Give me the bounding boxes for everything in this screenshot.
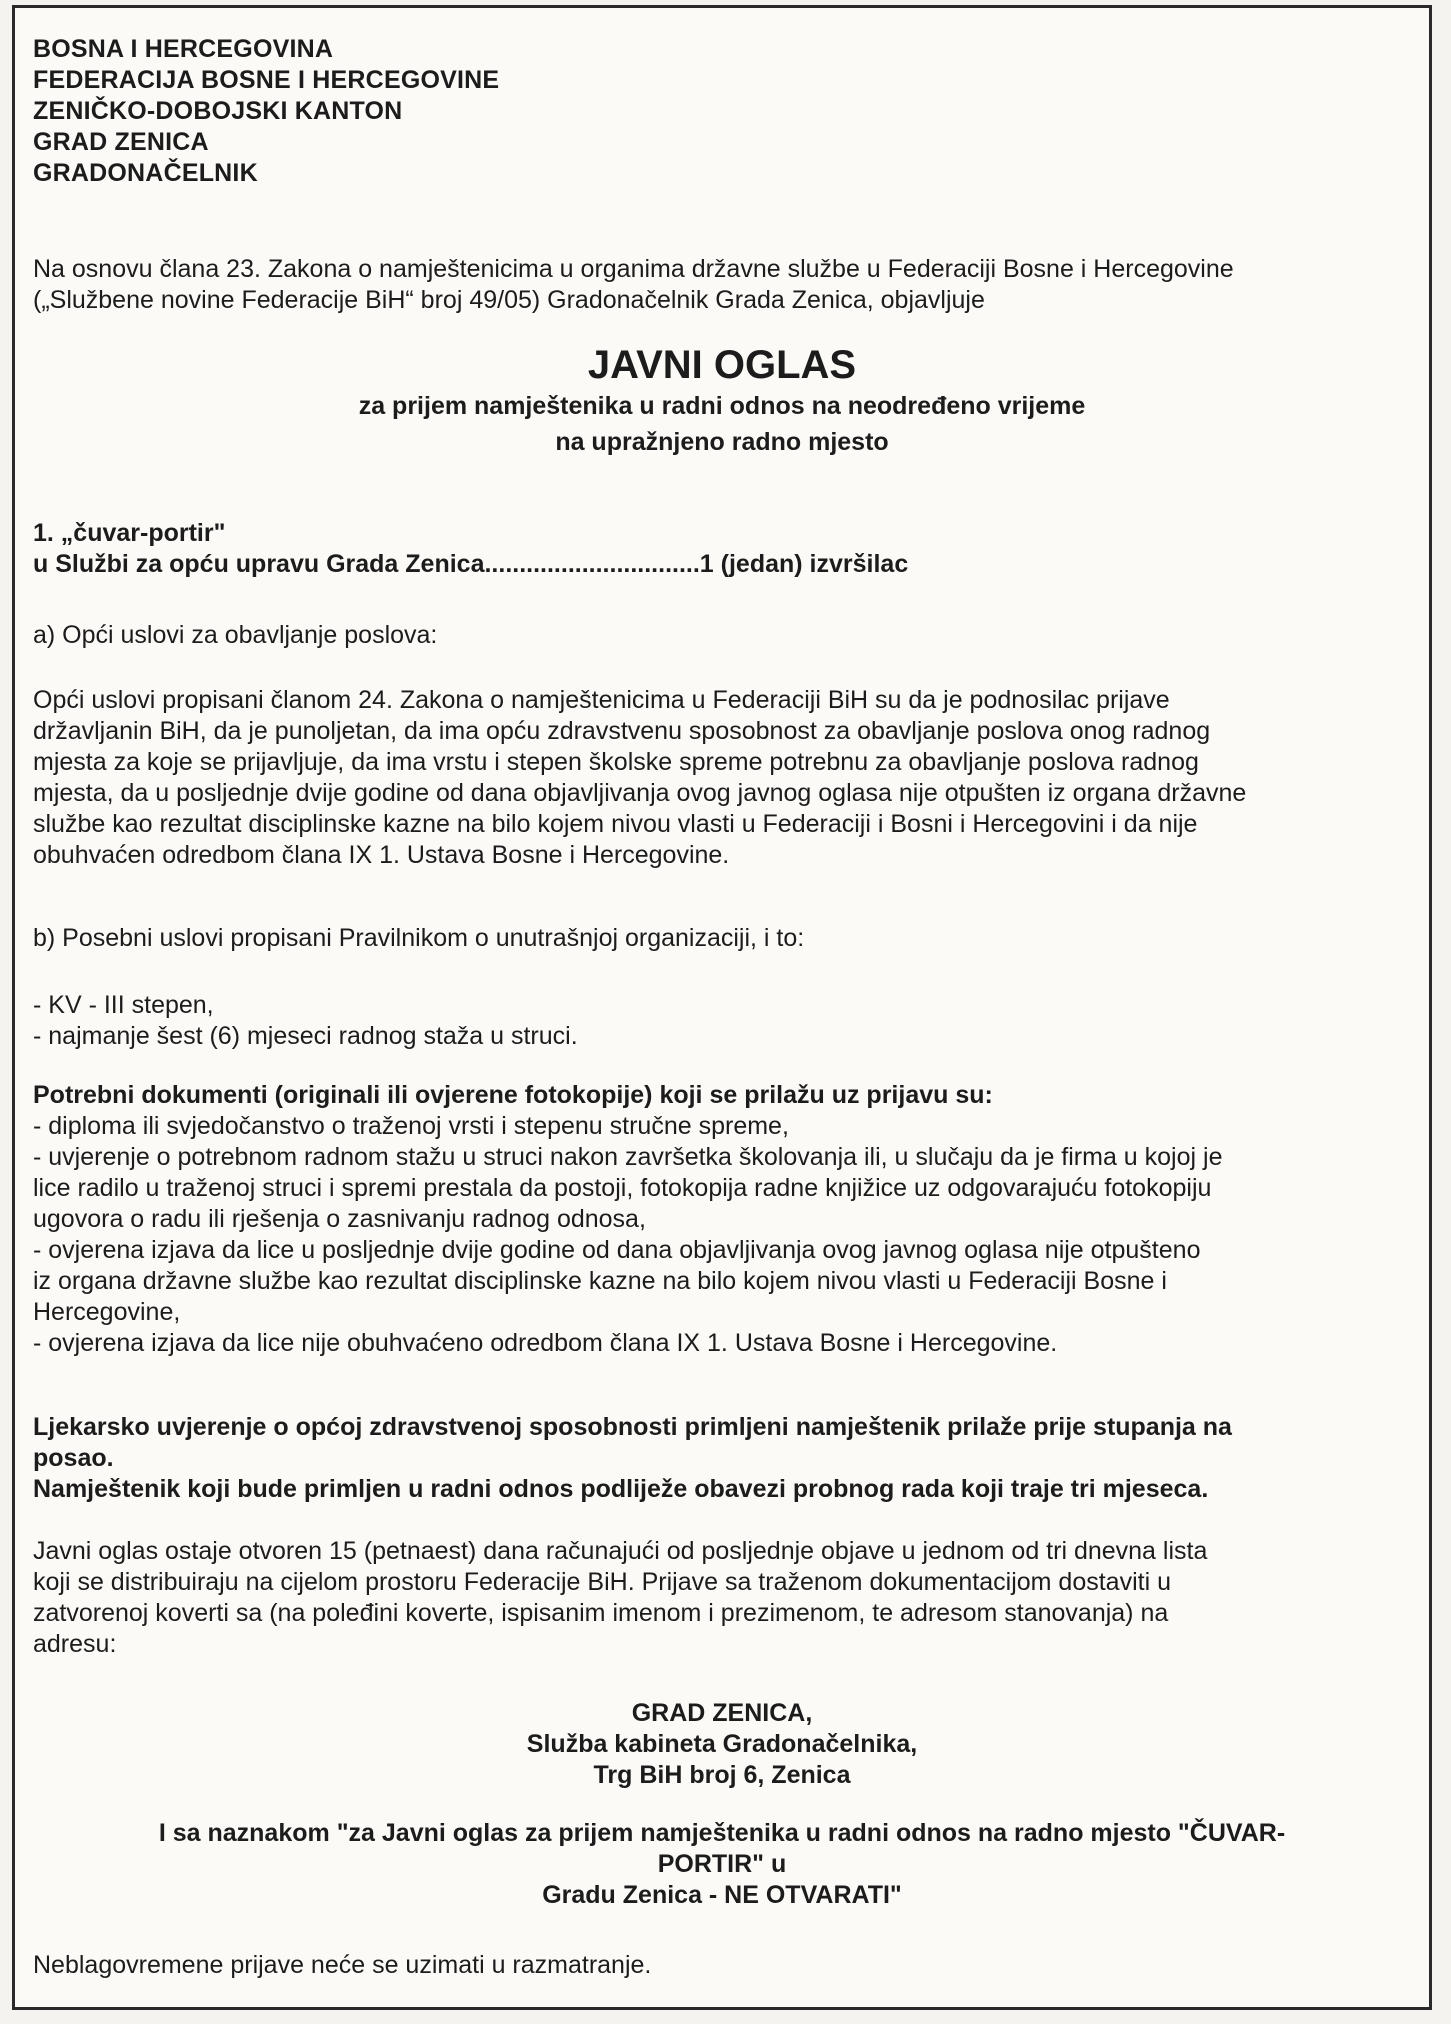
marking-line: PORTIR" u xyxy=(657,1850,787,1878)
list-item: lice radilo u traženoj struci i spremi prestala da postoji, fotokopija radne knjižice uz odgovarajuću fotokopiju xyxy=(33,1174,1212,1202)
text-line: državljanin BiH, da je punoljetan, da ima opću zdravstvenu sposobnost za obavljanje poslova onog radnog xyxy=(33,717,1211,745)
notice-title-block xyxy=(33,342,1411,460)
text-line: mjesta za koje se prijavljuje, da ima vrstu i stepen školske spreme potrebnu za obavljanje poslova radnog xyxy=(33,748,1199,776)
required-documents xyxy=(33,1080,1411,1359)
list-item: - KV - III stepen, xyxy=(33,991,214,1019)
document-frame xyxy=(12,5,1432,2010)
footer-note xyxy=(33,1950,1411,1981)
notice-title: JAVNI OGLAS xyxy=(587,343,857,387)
header-line: BOSNA I HERCEGOVINA xyxy=(33,35,334,63)
notice-subtitle: za prijem namještenika u radni odnos na neodređeno vrijeme xyxy=(358,392,1086,420)
header-line: FEDERACIJA BOSNE I HERCEGOVINE xyxy=(33,66,500,94)
text-line: obuhvaćen odredbom člana IX 1. Ustava Bosne i Hercegovine. xyxy=(33,841,730,869)
note-line: Ljekarsko uvjerenje o općoj zdravstvenoj sposobnosti primljeni namještenik prilaže prije stupanja na xyxy=(33,1413,1232,1441)
list-item: - ovjerena izjava da lice u posljednje dvije godine od dana objavljivanja ovog javnog oglasa nije otpušteno xyxy=(33,1236,1201,1264)
list-item: - uvjerenje o potrebnom radnom stažu u struci nakon završetka školovanja ili, u slučaju da je firma u kojoj je xyxy=(33,1143,1223,1171)
list-item: - diploma ili svjedočanstvo o traženoj vrsti i stepenu stručne spreme, xyxy=(33,1112,789,1140)
list-item: ugovora o radu ili rješenja o zasnivanju radnog odnosa, xyxy=(33,1205,646,1233)
header-line: GRADONAČELNIK xyxy=(33,159,258,187)
list-item: Hercegovine, xyxy=(33,1298,181,1326)
note-line: Namještenik koji bude primljen u radni odnos podliježe obavezi probnog rada koji traje tri mjeseca. xyxy=(33,1475,1209,1503)
intro-paragraph xyxy=(33,254,1411,316)
intro-line: („Službene novine Federacije BiH“ broj 49/05) Gradonačelnik Grada Zenica, objavljuje xyxy=(33,286,985,314)
text-line: Opći uslovi propisani članom 24. Zakona o namještenicima u Federaciji BiH su da je podnosilac prijave xyxy=(33,686,1170,714)
note-line: posao. xyxy=(33,1444,114,1472)
address-line: Služba kabineta Gradonačelnika, xyxy=(526,1730,918,1758)
header-line: ZENIČKO-DOBOJSKI KANTON xyxy=(33,97,403,125)
marking-line: I sa naznakom "za Javni oglas za prijem namještenika u radni odnos na radno mjesto "ČUVAR- xyxy=(158,1819,1286,1847)
documents-heading: Potrebni dokumenti (originali ili ovjerene fotokopije) koji se prilažu uz prijavu su: xyxy=(33,1081,993,1109)
footer-text: Neblagovremene prijave neće se uzimati u razmatranje. xyxy=(33,1951,652,1979)
notice-subtitle: na upražnjeno radno mjesto xyxy=(555,428,889,456)
text-line: mjesta, da u posljednje dvije godine od dana objavljivanja ovog javnog oglasa nije otpušten iz organa državne xyxy=(33,779,1247,807)
intro-line: Na osnovu člana 23. Zakona o namještenicima u organima državne službe u Federaciji Bosne i Hercegovine xyxy=(33,255,1234,283)
position-line: u Službi za opću upravu Grada Zenica...............................1 (jedan) izvršilac xyxy=(33,550,909,578)
issuer-header xyxy=(33,34,1411,189)
general-conditions-text xyxy=(33,685,1411,871)
submission-paragraph xyxy=(33,1536,1411,1660)
general-conditions xyxy=(33,620,1411,651)
envelope-marking xyxy=(33,1818,1411,1911)
text-line: koji se distribuiraju na cijelom prostoru Federacije BiH. Prijave sa traženom dokumentacijom dostaviti u xyxy=(33,1568,1171,1596)
special-conditions xyxy=(33,923,1411,954)
special-conditions-list xyxy=(33,990,1411,1052)
list-item: - ovjerena izjava da lice nije obuhvaćeno odredbom člana IX 1. Ustava Bosne i Hercegovine. xyxy=(33,1329,1058,1357)
text-line: adresu: xyxy=(33,1630,117,1658)
header-line: GRAD ZENICA xyxy=(33,128,209,156)
marking-line: Gradu Zenica - NE OTVARATI" xyxy=(542,1881,902,1909)
list-item: iz organa državne službe kao rezultat disciplinske kazne na bilo kojem nivou vlasti u Federaciji Bosne i xyxy=(33,1267,1167,1295)
special-heading: b) Posebni uslovi propisani Pravilnikom o unutrašnjoj organizaciji, i to: xyxy=(33,924,805,952)
text-line: zatvorenoj koverti sa (na poleđini koverte, ispisanim imenom i prezimenom, te adresom stanovanja) na xyxy=(33,1599,1169,1627)
address-line: Trg BiH broj 6, Zenica xyxy=(593,1761,851,1789)
address-line: GRAD ZENICA, xyxy=(631,1699,813,1727)
list-item: - najmanje šest (6) mjeseci radnog staža u struci. xyxy=(33,1022,578,1050)
employment-notes xyxy=(33,1412,1411,1505)
general-heading: a) Opći uslovi za obavljanje poslova: xyxy=(33,621,438,649)
position-block xyxy=(33,518,1411,580)
position-name: 1. „čuvar-portir" xyxy=(33,519,226,547)
address-block xyxy=(33,1698,1411,1791)
text-line: službe kao rezultat disciplinske kazne na bilo kojem nivou vlasti u Federaciji i Bosni i Hercegovini i da nije xyxy=(33,810,1198,838)
text-line: Javni oglas ostaje otvoren 15 (petnaest) dana računajući od posljednje objave u jednom od tri dnevna lista xyxy=(33,1537,1208,1565)
